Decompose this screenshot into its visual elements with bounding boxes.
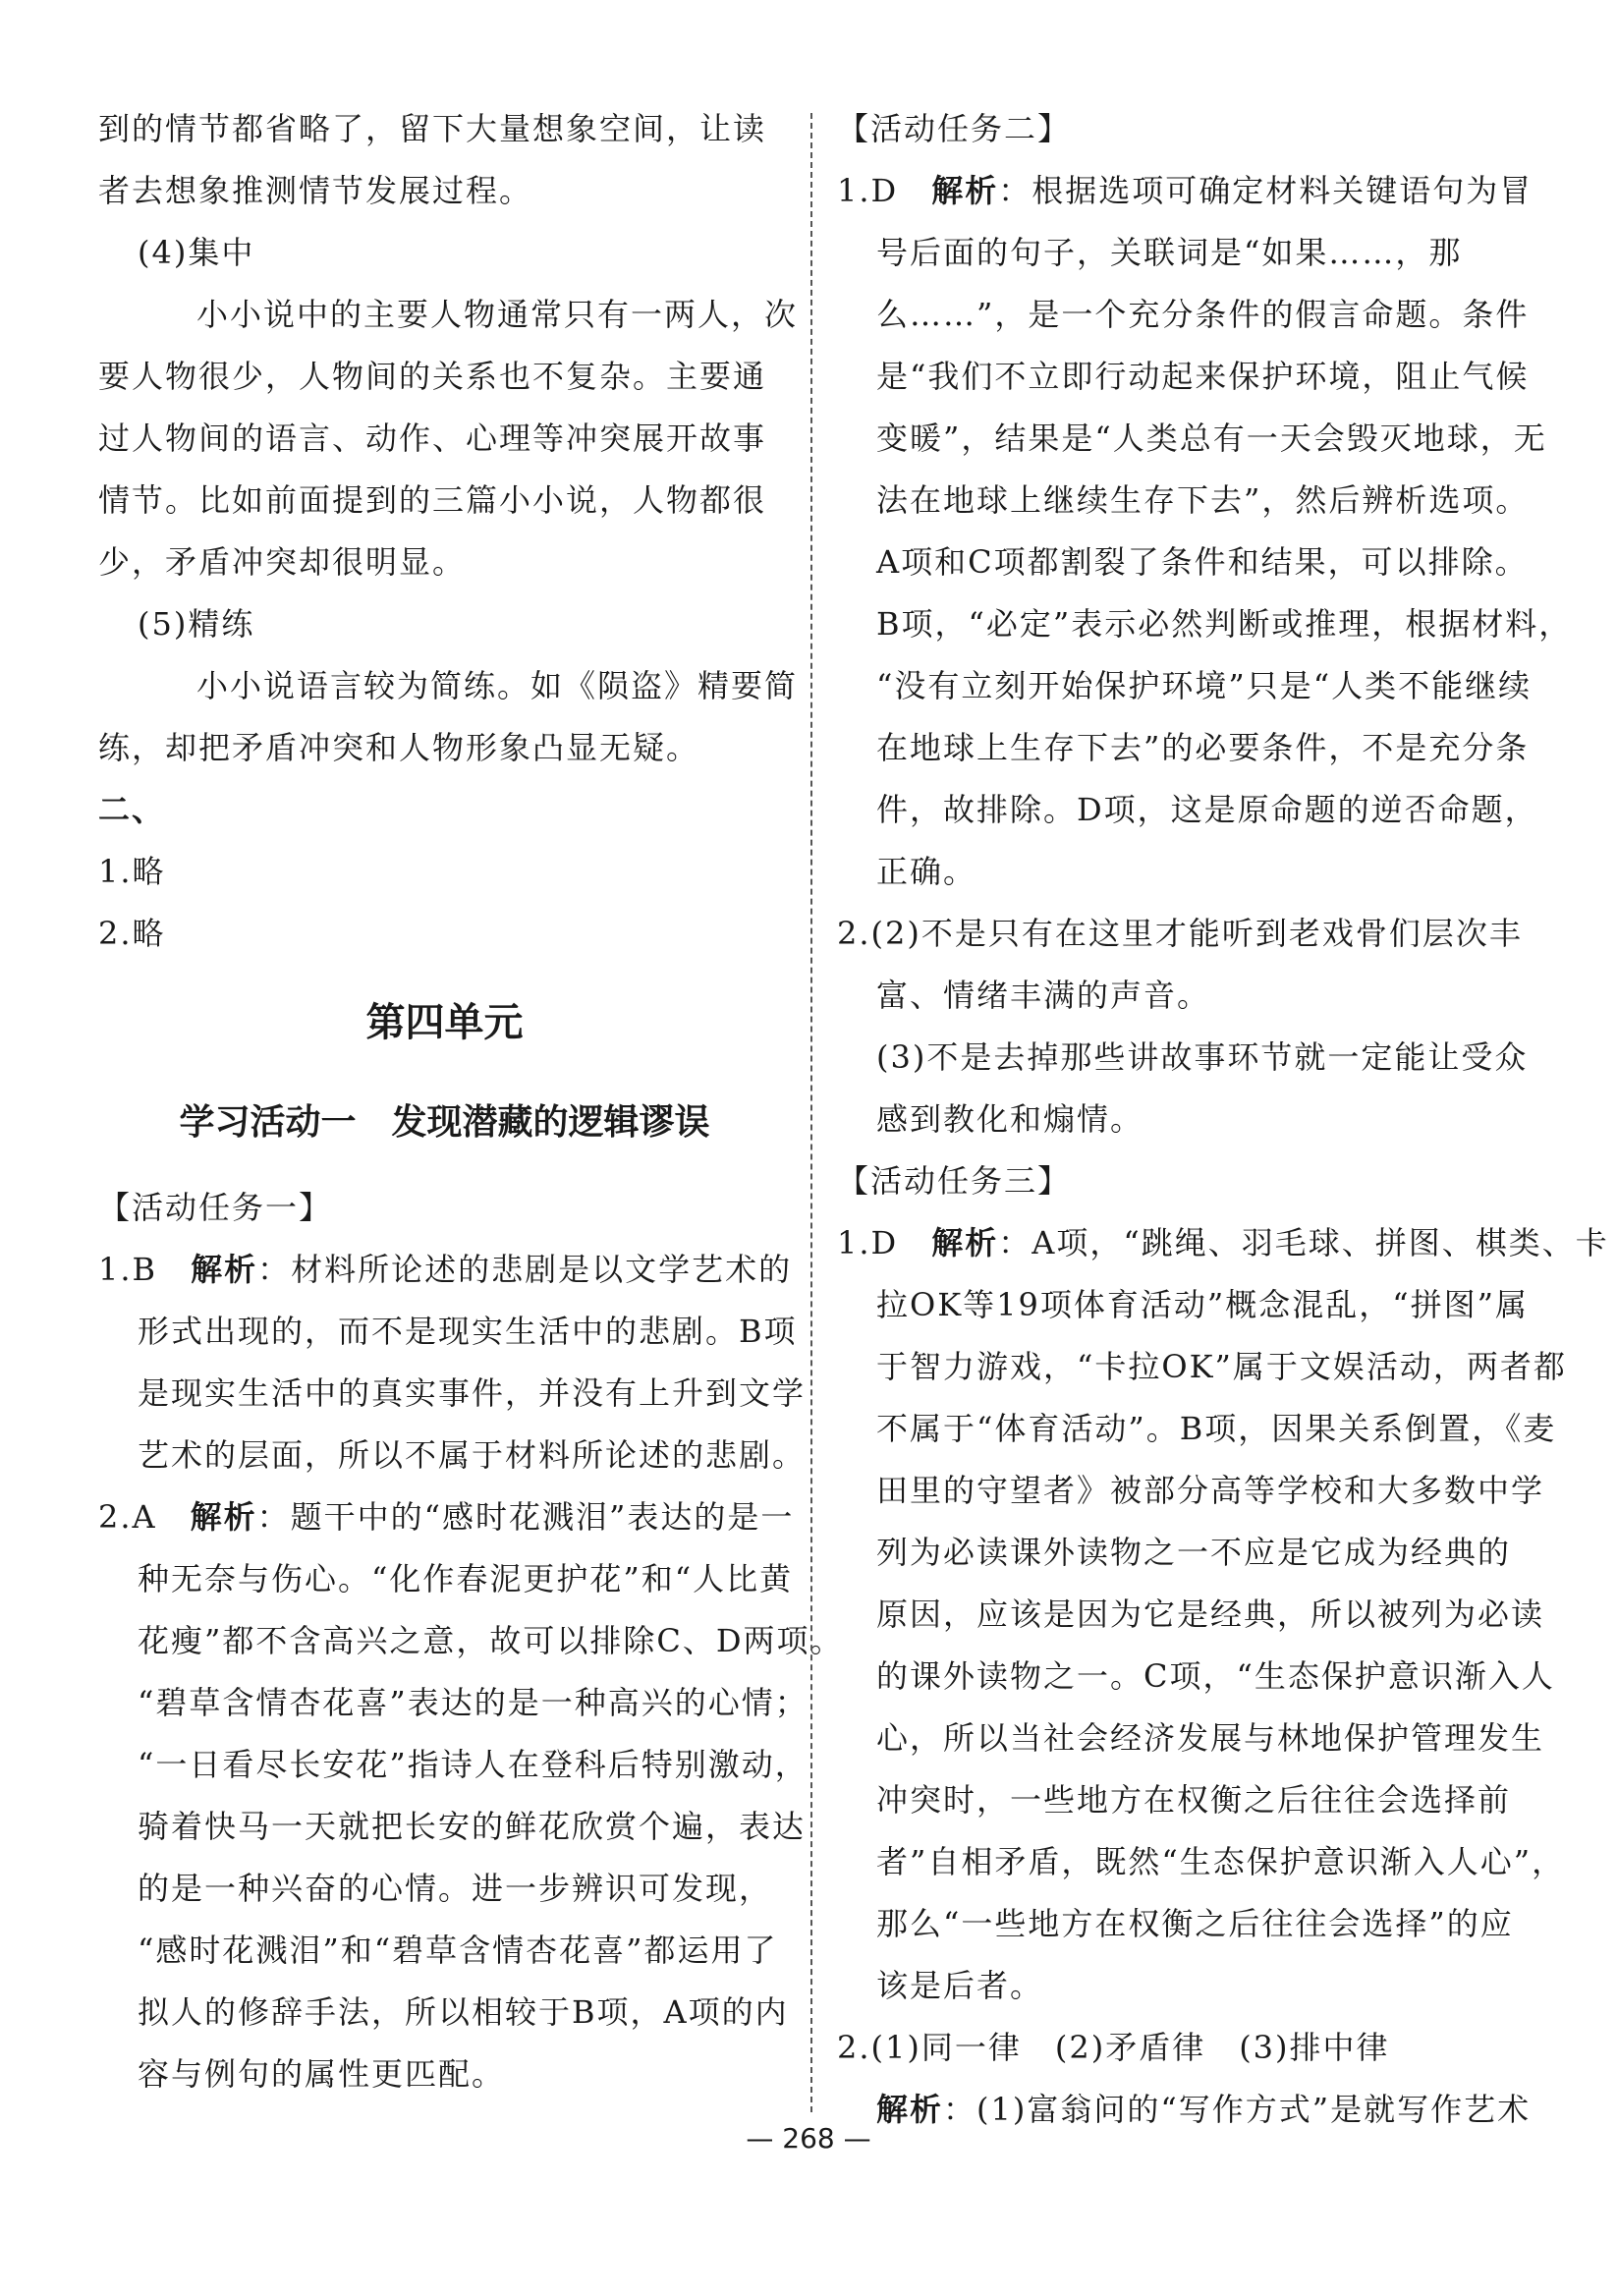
- unit-title: 第四单元: [365, 1000, 524, 1045]
- text-line: 的是一种兴奋的心情。进一步辨识可发现，: [138, 1870, 773, 1907]
- question-line: [98, 1239, 791, 1301]
- task-header: 【活动任务一】: [98, 1189, 333, 1226]
- text-line: 是“我们不立即行动起来保护环境，阻止气候: [876, 358, 1530, 395]
- text-line: 号后面的句子，关联词是“如果……，那: [876, 234, 1463, 271]
- text-line: 艺术的层面，所以不属于材料所论述的悲剧。: [138, 1436, 807, 1474]
- question-line: [98, 1486, 795, 1548]
- text-line: 拟人的修辞手法，所以相较于B项，A项的内: [138, 1993, 789, 2031]
- text-line: 田里的守望者》被部分高等学校和大多数中学: [876, 1472, 1545, 1509]
- text-line: 冲突时，一些地方在权衡之后往往会选择前: [876, 1781, 1512, 1819]
- text-line: 原因，应该是因为它是经典，所以被列为必读: [876, 1596, 1545, 1633]
- analysis-label: 解析: [876, 2091, 944, 2128]
- text-line: 变暖”，结果是“人类总有一天会毁灭地球，无: [876, 420, 1547, 457]
- text-line: 是现实生活中的真实事件，并没有上升到文学: [138, 1374, 807, 1412]
- text-line: 在地球上生存下去”的必要条件，不是充分条: [876, 729, 1530, 766]
- text-line: 到的情节都省略了，留下大量想象空间，让读: [98, 110, 767, 147]
- text-line: 小小说中的主要人物通常只有一两人，次: [196, 296, 799, 333]
- column-divider: [810, 113, 812, 2112]
- text-line: 不属于“体育活动”。B项，因果关系倒置，《麦: [876, 1410, 1557, 1447]
- task-header: 【活动任务二】: [837, 110, 1072, 147]
- text-line: “碧草含情杏花喜”表达的是一种高兴的心情；: [138, 1684, 808, 1721]
- text-line: 正确。: [876, 853, 977, 890]
- text-line: 容与例句的属性更匹配。: [138, 2055, 506, 2093]
- analysis-text: ：根据选项可确定材料关键语句为冒: [998, 172, 1533, 209]
- subheading-concise: (5)精练: [138, 605, 255, 643]
- answer-lead: 1.D: [837, 1224, 932, 1261]
- text-line: “感时花溅泪”和“碧草含情杏花喜”都运用了: [138, 1932, 778, 1969]
- text-line: “没有立刻开始保护环境”只是“人类不能继续: [876, 667, 1533, 704]
- text-line: 的课外读物之一。C项，“生态保护意识渐入人: [876, 1657, 1555, 1695]
- answer-lead: 1.D: [837, 172, 932, 209]
- answer-item: 1.略: [98, 853, 166, 890]
- analysis-text: ：题干中的“感时花溅泪”表达的是一: [256, 1498, 795, 1536]
- text-line: 那么“一些地方在权衡之后往往会选择”的应: [876, 1905, 1514, 1942]
- subheading-concentrated: (4)集中: [138, 234, 255, 271]
- text-line: 富、情绪丰满的声音。: [876, 977, 1211, 1014]
- text-line: 者去想象推测情节发展过程。: [98, 172, 533, 209]
- left-column: [98, 98, 844, 2105]
- answer-lead: 2.A: [98, 1498, 191, 1536]
- page-number: — 268 —: [746, 2122, 871, 2155]
- question-line: [837, 160, 1533, 222]
- text-line: 花瘦”都不含高兴之意，故可以排除C、D两项。: [138, 1622, 844, 1659]
- analysis-text: ：材料所论述的悲剧是以文学艺术的: [257, 1251, 793, 1288]
- answer-lead: 1.B: [98, 1251, 192, 1288]
- text-line: B项，“必定”表示必然判断或推理，根据材料，: [876, 605, 1573, 643]
- text-line: 件，故排除。D项，这是原命题的逆否命题，: [876, 791, 1538, 828]
- text-line: 该是后者。: [876, 1967, 1044, 2004]
- question-line: 2.(2)不是只有在这里才能听到老戏骨们层次丰: [837, 915, 1523, 952]
- question-line: 2.(1)同一律 (2)矛盾律 (3)排中律: [837, 2029, 1390, 2066]
- text-line: 于智力游戏，“卡拉OK”属于文娱活动，两者都: [876, 1348, 1567, 1385]
- text-line: 者”自相矛盾，既然“生态保护意识渐入人心”，: [876, 1843, 1566, 1880]
- text-line: (3)不是去掉那些讲故事环节就一定能让受众: [876, 1038, 1529, 1076]
- analysis-text: ：(1)富翁问的“写作方式”是就写作艺术: [943, 2091, 1532, 2128]
- text-line: 形式出现的，而不是现实生活中的悲剧。B项: [138, 1313, 798, 1350]
- text-line: 要人物很少，人物间的关系也不复杂。主要通: [98, 358, 767, 395]
- text-line: 心，所以当社会经济发展与林地保护管理发生: [876, 1719, 1545, 1757]
- activity-title: 学习活动一 发现潜藏的逻辑谬误: [179, 1102, 710, 1143]
- text-line: 过人物间的语言、动作、心理等冲突展开故事: [98, 420, 767, 457]
- text-line: 列为必读课外读物之一不应是它成为经典的: [876, 1534, 1512, 1571]
- text-line: 情节。比如前面提到的三篇小小说，人物都很: [98, 481, 767, 519]
- text-line: “一日看尽长安花”指诗人在登科后特别激动，: [138, 1746, 808, 1783]
- question-line: [837, 1212, 1609, 1274]
- text-line: 种无奈与伤心。“化作春泥更护花”和“人比黄: [138, 1560, 794, 1597]
- text-line: 感到教化和煽情。: [876, 1100, 1144, 1138]
- text-line: 骑着快马一天就把长安的鲜花欣赏个遍，表达: [138, 1808, 807, 1845]
- section-two-label: 二、: [98, 791, 166, 828]
- analysis-label: 解析: [190, 1498, 257, 1536]
- answer-item: 2.略: [98, 915, 166, 952]
- text-line: 小小说语言较为简练。如《陨盗》精要简: [196, 667, 799, 704]
- analysis-text: ：A项，“跳绳、羽毛球、拼图、棋类、卡: [998, 1224, 1609, 1261]
- text-line: 法在地球上继续生存下去”，然后辨析选项。: [876, 481, 1530, 519]
- right-column: [837, 98, 1609, 2141]
- analysis-label: 解析: [191, 1251, 258, 1288]
- text-line: 练，却把矛盾冲突和人物形象凸显无疑。: [98, 729, 700, 766]
- task-header: 【活动任务三】: [837, 1162, 1072, 1200]
- text-line: 拉OK等19项体育活动”概念混乱，“拼图”属: [876, 1286, 1529, 1323]
- text-line: A项和C项都割裂了条件和结果，可以排除。: [876, 543, 1529, 581]
- text-line: 么……”，是一个充分条件的假言命题。条件: [876, 296, 1530, 333]
- analysis-label: 解析: [931, 172, 999, 209]
- analysis-label: 解析: [931, 1224, 999, 1261]
- text-line: 少，矛盾冲突却很明显。: [98, 543, 467, 581]
